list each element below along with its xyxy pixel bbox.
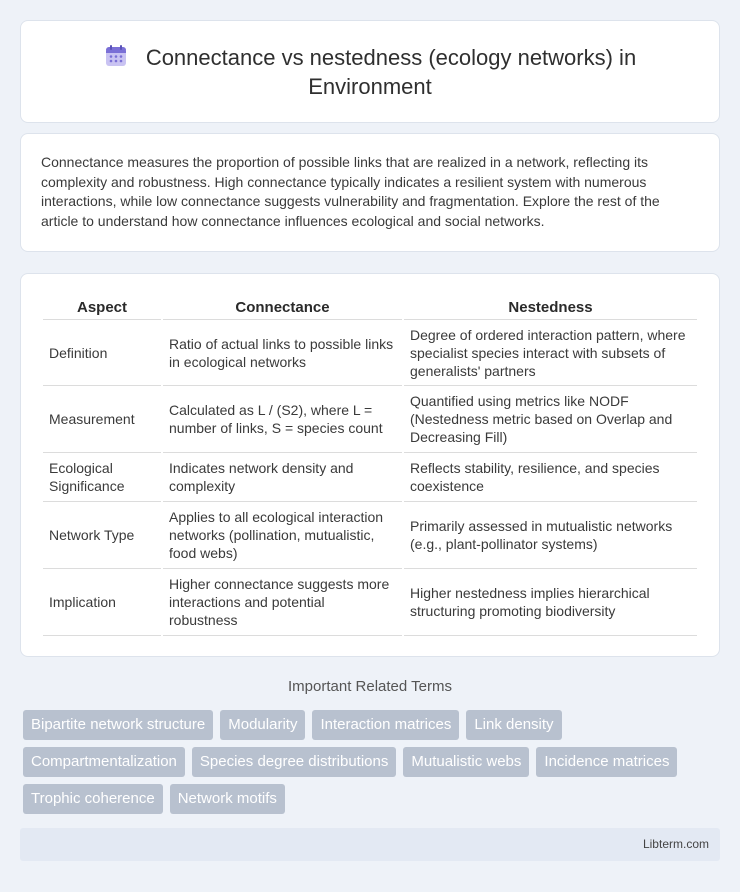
related-term-tag[interactable]: Modularity [220, 710, 305, 740]
table-row [43, 453, 697, 502]
table-cell-aspect: Network Type [43, 502, 161, 569]
table-cell-aspect: Ecological Significance [43, 453, 161, 502]
table-cell-connectance: Higher connectance suggests more interactions and potential robustness [163, 569, 402, 636]
table-row [43, 386, 697, 453]
related-term-tag[interactable]: Trophic coherence [23, 784, 163, 814]
page-title [61, 43, 679, 101]
related-term-tag[interactable]: Incidence matrices [536, 747, 677, 777]
table-cell-nestedness: Primarily assessed in mutualistic networks (e.g., plant-pollinator systems) [404, 502, 697, 569]
table-header-connectance: Connectance [163, 296, 402, 320]
table-cell-aspect: Definition [43, 320, 161, 386]
table-cell-nestedness: Quantified using metrics like NODF (Nestedness metric based on Overlap and Decreasing Fill) [404, 386, 697, 453]
related-term-tag[interactable]: Mutualistic webs [403, 747, 529, 777]
table-cell-aspect: Implication [43, 569, 161, 636]
table-cell-connectance: Indicates network density and complexity [163, 453, 402, 502]
table-cell-nestedness: Higher nestedness implies hierarchical structuring promoting biodiversity [404, 569, 697, 636]
related-term-tag[interactable]: Compartmentalization [23, 747, 185, 777]
table-header-nestedness: Nestedness [404, 296, 697, 320]
table-cell-connectance: Calculated as L / (S2), where L = number of links, S = species count [163, 386, 402, 453]
table-cell-nestedness: Degree of ordered interaction pattern, where specialist species interact with subsets of generalists' partners [404, 320, 697, 386]
related-terms-list [23, 710, 713, 814]
header-card [20, 20, 720, 123]
table-row [43, 502, 697, 569]
table-cell-connectance: Ratio of actual links to possible links in ecological networks [163, 320, 402, 386]
related-term-tag[interactable]: Link density [466, 710, 561, 740]
table-header-aspect: Aspect [43, 296, 161, 320]
footer-bar [20, 828, 720, 861]
related-term-tag[interactable]: Bipartite network structure [23, 710, 213, 740]
page-title-text: Connectance vs nestedness (ecology networks) in Environment [145, 45, 637, 99]
related-term-tag[interactable]: Species degree distributions [192, 747, 396, 777]
comparison-table [41, 296, 699, 636]
intro-paragraph: Connectance measures the proportion of possible links that are realized in a network, reflecting its complexity and robustness. High connectance typically indicates a resilient system with numerous interactions, while low connectance suggests vulnerability and fragmentation. Explore the rest of the article to understand how connectance influences ecological and social networks. [41, 154, 660, 229]
table-cell-connectance: Applies to all ecological interaction networks (pollination, mutualistic, food webs) [163, 502, 402, 569]
intro-card [20, 133, 720, 252]
table-cell-nestedness: Reflects stability, resilience, and species coexistence [404, 453, 697, 502]
related-term-tag[interactable]: Interaction matrices [312, 710, 459, 740]
calendar-icon [104, 44, 128, 68]
table-cell-aspect: Measurement [43, 386, 161, 453]
table-row [43, 320, 697, 386]
table-header-row [43, 296, 697, 320]
related-terms-heading: Important Related Terms [288, 678, 452, 695]
comparison-table-card [20, 273, 720, 657]
footer-site-link[interactable]: Libterm.com [642, 837, 709, 851]
table-row [43, 569, 697, 636]
related-term-tag[interactable]: Network motifs [170, 784, 285, 814]
